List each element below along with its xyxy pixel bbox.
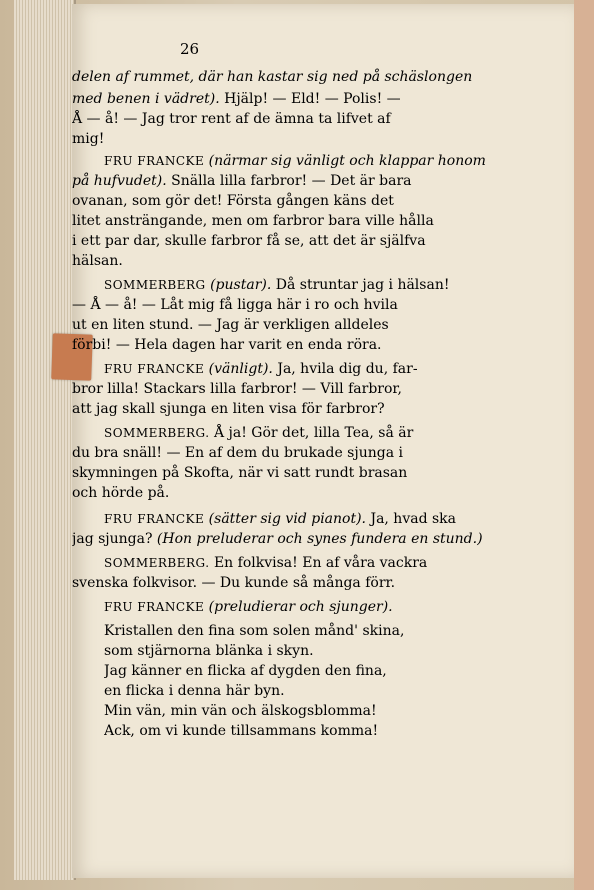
- text-line: bror lilla! Stackars lilla farbror! — Vill farbror,: [72, 381, 403, 397]
- poem-line: en flicka i denna här byn.: [104, 683, 285, 699]
- text-line: ut en liten stund. — Jag är verkligen alldeles: [72, 317, 389, 333]
- text-line: FRU FRANCKE (preludierar och sjunger).: [104, 599, 393, 615]
- poem-line: som stjärnorna blänka i skyn.: [104, 643, 314, 659]
- text-line: SOMMERBERG (pustar). Då struntar jag i hälsan!: [104, 277, 450, 293]
- text-line: jag sjunga? (Hon preluderar och synes fundera en stund.): [72, 531, 483, 547]
- text-line: att jag skall sjunga en liten visa för farbror?: [72, 401, 385, 417]
- poem-line: Kristallen den fina som solen månd' skina,: [104, 623, 405, 639]
- text-line: Å — å! — Jag tror rent af de ämna ta lifvet af: [72, 111, 391, 127]
- text-line: SOMMERBERG. Å ja! Gör det, lilla Tea, så är: [104, 425, 414, 441]
- text-line: med benen i vädret). Hjälp! — Eld! — Polis! —: [72, 91, 401, 107]
- text-line: och hörde på.: [72, 485, 170, 501]
- text-line: FRU FRANCKE (närmar sig vänligt och klappar honom: [104, 153, 486, 169]
- text-line: på hufvudet). Snälla lilla farbror! — Det är bara: [72, 173, 412, 189]
- text-line: FRU FRANCKE (vänligt). Ja, hvila dig du, far-: [104, 361, 418, 377]
- text-line: delen af rummet, där han kastar sig ned på schäslongen: [72, 69, 473, 85]
- text-line: — Å — å! — Låt mig få ligga här i ro och hvila: [72, 297, 398, 313]
- poem-line: Min vän, min vän och älskogsblomma!: [104, 703, 377, 719]
- page-edges: [14, 0, 76, 880]
- right-edge-strip: [574, 0, 594, 890]
- page-number: 26: [180, 40, 200, 58]
- text-line: skymningen på Skofta, när vi satt rundt brasan: [72, 465, 408, 481]
- text-line: FRU FRANCKE (sätter sig vid pianot). Ja, hvad ska: [104, 511, 457, 527]
- text-line: i ett par dar, skulle farbror få se, att det är själfva: [72, 233, 426, 249]
- text-line: svenska folkvisor. — Du kunde så många förr.: [72, 575, 396, 591]
- text-line: mig!: [72, 131, 105, 147]
- poem-line: Jag känner en flicka af dygden den fina,: [104, 663, 387, 679]
- text-line: SOMMERBERG. En folkvisa! En af våra vackra: [104, 555, 428, 571]
- text-line: litet ansträngande, men om farbror bara ville hålla: [72, 213, 434, 229]
- text-line: hälsan.: [72, 253, 123, 269]
- text-line: du bra snäll! — En af dem du brukade sjunga i: [72, 445, 403, 461]
- text-line: ovanan, som gör det! Första gången käns det: [72, 193, 394, 209]
- poem-line: Ack, om vi kunde tillsammans komma!: [104, 723, 379, 739]
- text-line: förbi! — Hela dagen har varit en enda röra.: [72, 337, 382, 353]
